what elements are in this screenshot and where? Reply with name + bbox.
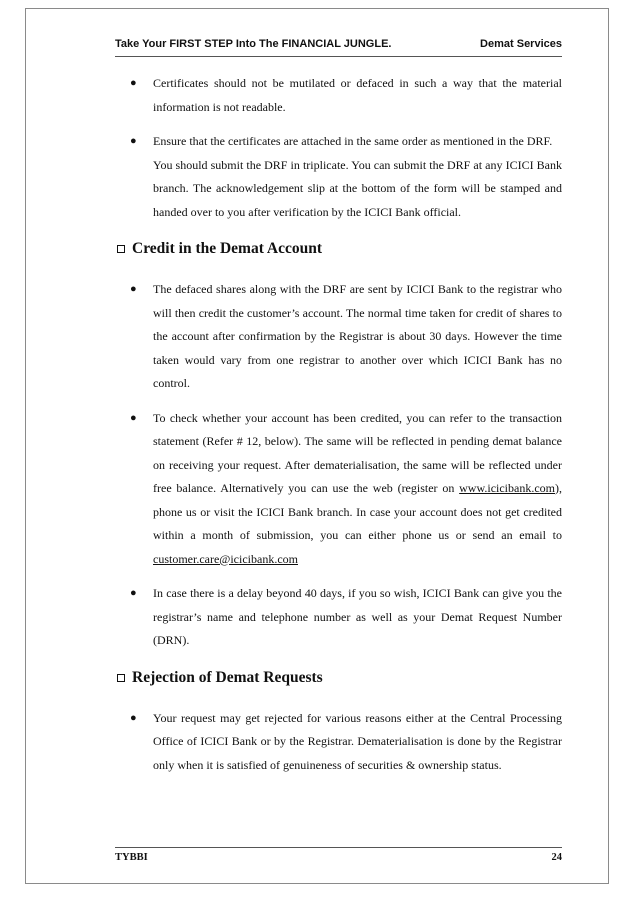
list-item bbox=[115, 407, 562, 572]
list-item bbox=[115, 582, 562, 653]
bullet-icon: ● bbox=[130, 411, 137, 424]
header-section: Demat Services bbox=[480, 38, 562, 50]
list-item-text: Ensure that the certificates are attached in the same order as mentioned in the DRF. bbox=[153, 134, 553, 148]
page-content bbox=[115, 72, 562, 788]
page-header bbox=[115, 38, 562, 57]
list-item bbox=[115, 72, 562, 119]
drf-note: You should submit the DRF in triplicate. You can submit the DRF at any ICICI Bank branch. The acknowledgement slip at the bottom of the form will be stamped and handed over to you after verification by the ICICI Bank official. bbox=[153, 157, 562, 219]
email-link[interactable]: customer.care@icicibank.com bbox=[153, 551, 298, 566]
checkbox-bullet-icon bbox=[117, 245, 125, 253]
list-item-text: In case there is a delay beyond 40 days, if you so wish, ICICI Bank can give you the registrar’s name and telephone number as well as your Demat Request Number (DRN). bbox=[153, 586, 562, 647]
section-title: Rejection of Demat Requests bbox=[132, 668, 323, 686]
text-segment: ), phone us or visit the ICICI Bank branch. In case your account does not get credited within a month of submission, you can either phone us or send an email to bbox=[153, 481, 562, 542]
section-heading bbox=[115, 238, 562, 264]
bullet-icon: ● bbox=[130, 77, 137, 89]
header-title: Take Your FIRST STEP Into The FINANCIAL JUNGLE. bbox=[115, 38, 392, 50]
checkbox-bullet-icon bbox=[117, 674, 125, 682]
text-segment: To check whether your account has been credited, you can refer to the transaction statement (Refer # 12, below). The same will be reflected in pending demat balance on receiving your request. After dematerialisation, the same will be reflected under free balance. Alternatively you can use the web (register on bbox=[153, 410, 562, 495]
bullet-icon: ● bbox=[130, 587, 137, 599]
page-footer bbox=[115, 847, 562, 864]
bullet-icon: ● bbox=[130, 135, 137, 147]
section-heading bbox=[115, 667, 562, 693]
list-item-text: The defaced shares along with the DRF are sent by ICICI Bank to the registrar who will then credit the customer’s account. The normal time taken for credit of shares to the account after confirmation by the Registrar is about 30 days. However the time taken would vary from one registrar to another over which ICICI Bank has no control. bbox=[153, 282, 562, 390]
section-title: Credit in the Demat Account bbox=[132, 240, 322, 257]
bullet-icon: ● bbox=[130, 283, 137, 295]
bullet-icon: ● bbox=[130, 711, 137, 724]
list-item bbox=[115, 278, 562, 396]
list-item-text: Certificates should not be mutilated or defaced in such a way that the material information is not readable. bbox=[153, 76, 562, 114]
list-item bbox=[115, 707, 562, 778]
page-number: 24 bbox=[551, 852, 562, 863]
footer-course: TYBBI bbox=[115, 852, 148, 863]
list-item bbox=[115, 130, 562, 224]
website-link[interactable]: www.icicibank.com bbox=[459, 481, 555, 495]
list-item-text bbox=[153, 407, 562, 572]
list-item-text: Your request may get rejected for various reasons either at the Central Processing Office of ICICI Bank or by the Registrar. Dematerialisation is done by the Registrar only when it is satisfied of genuineness of securities & ownership status. bbox=[153, 710, 562, 772]
